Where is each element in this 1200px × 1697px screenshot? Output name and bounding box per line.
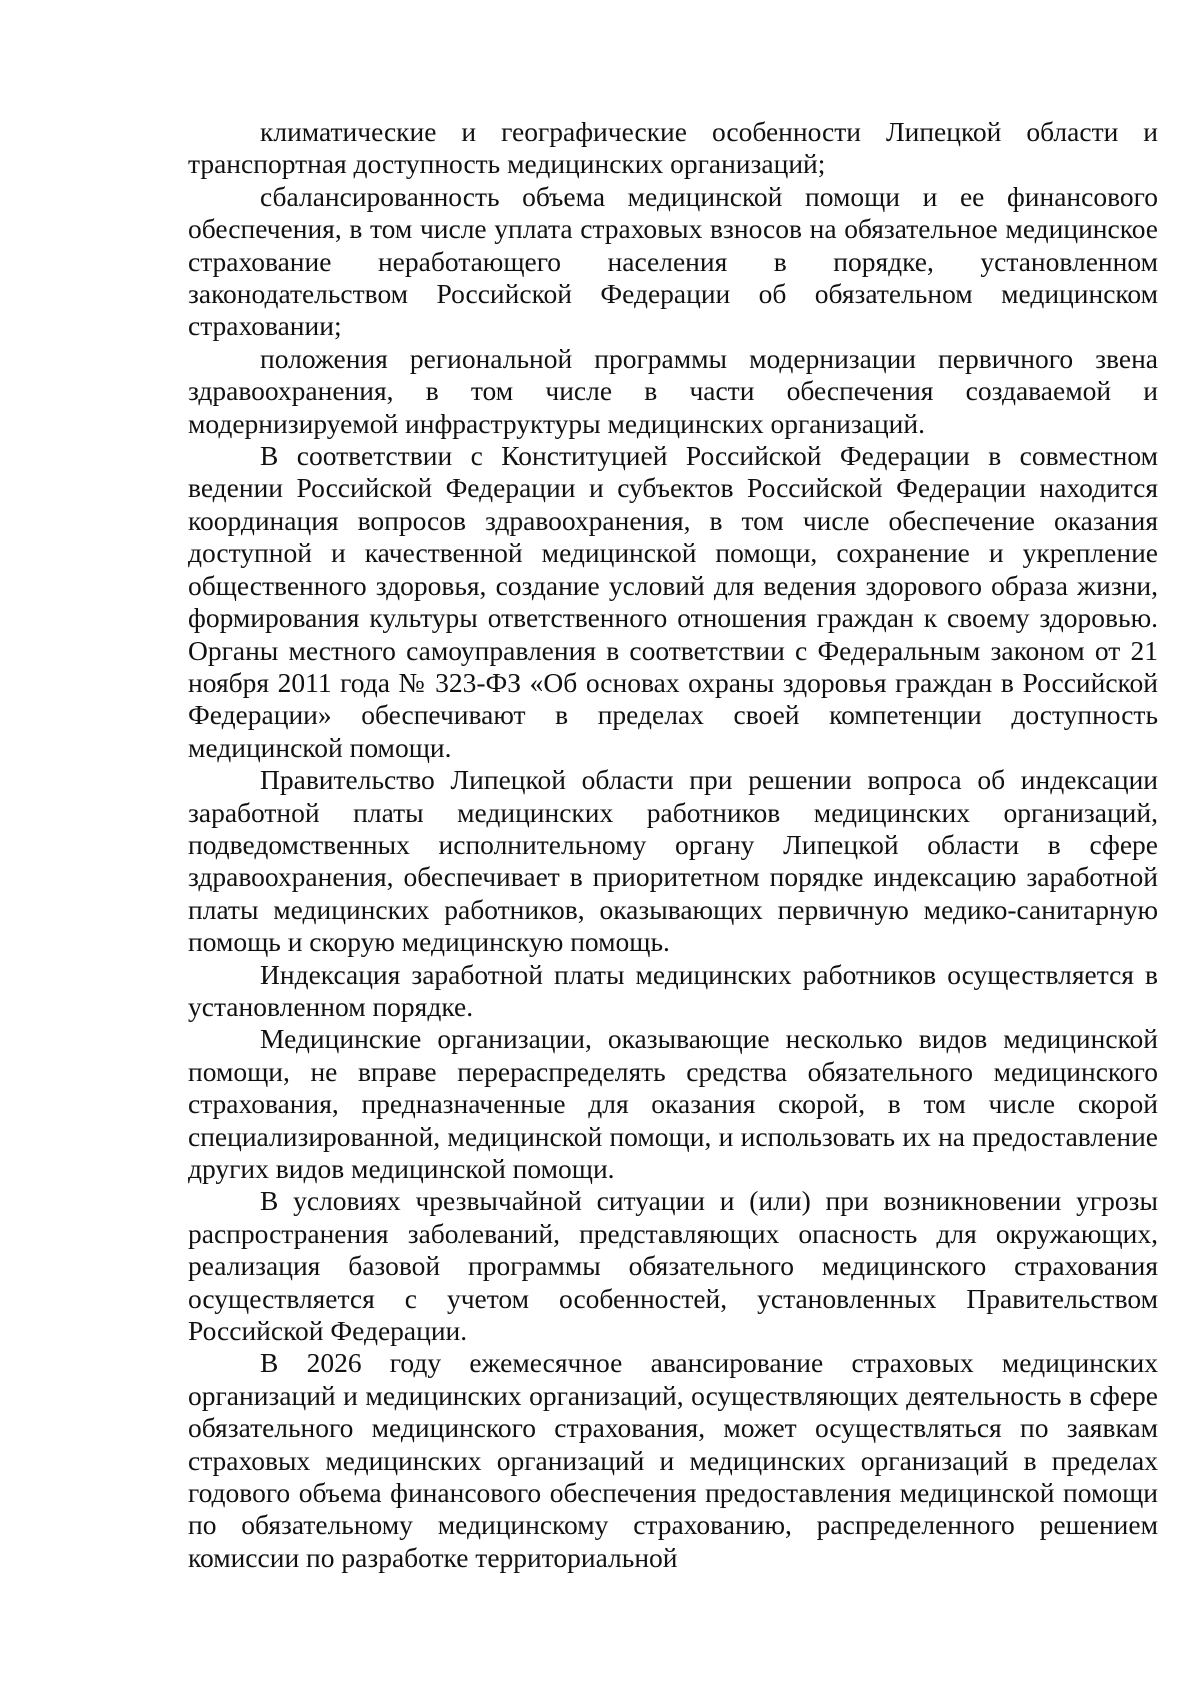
paragraph: сбалансированность объема медицинской помощи и ее финансового обеспечения, в том числе уплата страховых взносов на обязательное медицинское страхование неработающего населения в порядке, установленном законодательством Российской Федерации об обязательном медицинском страховании;	[188, 180, 1158, 342]
paragraph: Индексация заработной платы медицинских работников осуществляется в установленном порядке.	[188, 958, 1158, 1022]
paragraph: климатические и географические особенности Липецкой области и транспортная доступность медицинских организаций;	[188, 116, 1158, 180]
paragraph: Медицинские организации, оказывающие несколько видов медицинской помощи, не вправе перераспределять средства обязательного медицинского страхования, предназначенные для оказания скорой, в том числе скорой специализированной, медицинской помощи, и использовать их на предоставление других видов медицинской помощи.	[188, 1023, 1158, 1184]
paragraph: В соответствии с Конституцией Российской Федерации в совместном ведении Российской Федерации и субъектов Российской Федерации находится координация вопросов здравоохранения, в том числе обеспечение оказания доступной и качественной медицинской помощи, сохранение и укрепление общественного здоровья, создание условий для ведения здорового образа жизни, формирования культуры ответственного отношения граждан к своему здоровью. Органы местного самоуправления в соответствии с Федеральным законом от 21 ноября 2011 года № 323-ФЗ «Об основах охраны здоровья граждан в Российской Федерации» обеспечивают в пределах своей компетенции доступность медицинской помощи.	[188, 440, 1158, 763]
paragraph: положения региональной программы модернизации первичного звена здравоохранения, в том числе в части обеспечения создаваемой и модернизируемой инфраструктуры медицинских организаций.	[188, 342, 1158, 439]
paragraph: Правительство Липецкой области при решении вопроса об индексации заработной платы медицинских работников медицинских организаций, подведомственных исполнительному органу Липецкой области в сфере здравоохранения, обеспечивает в приоритетном порядке индексацию заработной платы медицинских работников, оказывающих первичную медико-санитарную помощь и скорую медицинскую помощь.	[188, 764, 1158, 958]
paragraph: В 2026 году ежемесячное авансирование страховых медицинских организаций и медицинских организаций, осуществляющих деятельность в сфере обязательного медицинского страхования, может осуществляться по заявкам страховых медицинских организаций и медицинских организаций в пределах годового объема финансового обеспечения предоставления медицинской помощи по обязательному медицинскому страхованию, распределенного решением комиссии по разработке территориальной	[188, 1347, 1158, 1573]
paragraph: В условиях чрезвычайной ситуации и (или) при возникновении угрозы распространения заболеваний, представляющих опасность для окружающих, реализация базовой программы обязательного медицинского страхования осуществляется с учетом особенностей, установленных Правительством Российской Федерации.	[188, 1185, 1158, 1347]
document-page	[188, 116, 1158, 1574]
